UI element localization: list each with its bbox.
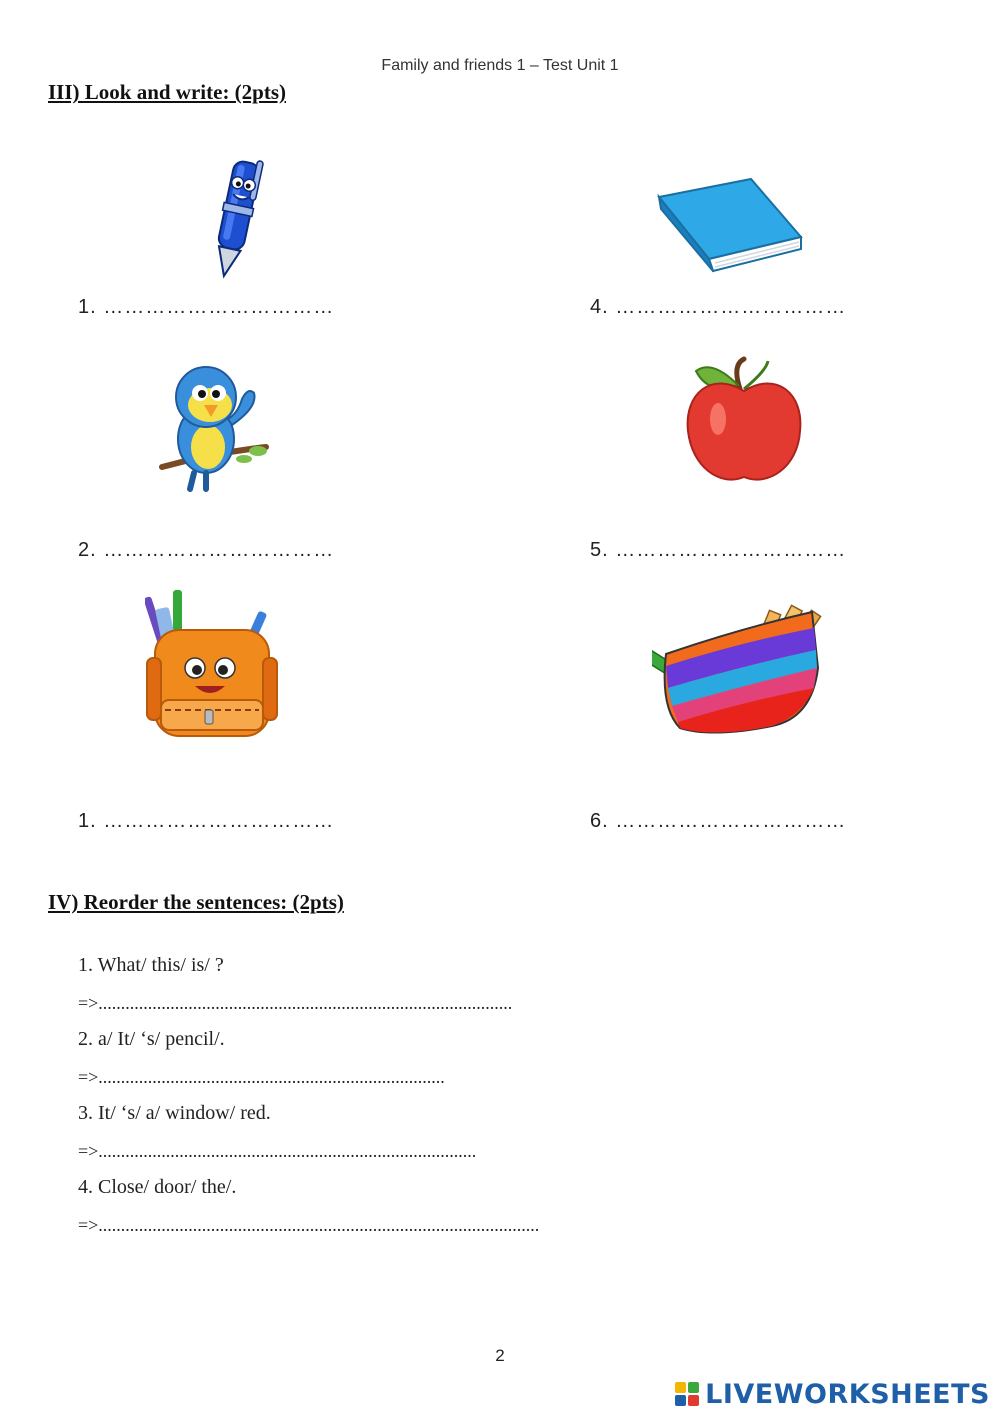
answer-line-4[interactable]: 4. …………………………… [590, 296, 847, 318]
pencil-case-icon [652, 598, 827, 743]
answer-field-2[interactable]: =>............................................................................. [78, 1067, 445, 1087]
question-1: 1. What/ this/ is/ ? [78, 954, 224, 976]
answer-field-1[interactable]: =>............................................................................................ [78, 993, 513, 1013]
school-bag-icon [145, 588, 280, 743]
page-number: 2 [495, 1346, 505, 1365]
section-3-title: III) Look and write: (2pts) [48, 80, 287, 104]
header-title: Family and friends 1 – Test Unit 1 [381, 57, 619, 74]
bird-icon [158, 355, 273, 497]
liveworksheets-logo [675, 1374, 990, 1414]
section-4-title: IV) Reorder the sentences: (2pts) [48, 890, 344, 914]
book-icon [655, 175, 805, 275]
answer-line-5[interactable]: 5. …………………………… [590, 539, 847, 561]
question-2: 2. a/ It/ ‘s/ pencil/. [78, 1028, 225, 1050]
apple-icon [682, 355, 807, 490]
answer-line-6[interactable]: 6. …………………………… [590, 810, 847, 832]
answer-field-4[interactable]: =>.................................................................................................. [78, 1215, 540, 1235]
answer-line-1[interactable]: 1. …………………………… [78, 296, 335, 318]
brand-name: LIVEWORKSHEETS [705, 1378, 990, 1410]
pen-icon [195, 155, 275, 283]
answer-line-2[interactable]: 2. …………………………… [78, 539, 335, 561]
liveworksheets-logo-icon [675, 1382, 699, 1406]
question-4: 4. Close/ door/ the/. [78, 1176, 237, 1198]
answer-field-3[interactable]: =>.................................................................................... [78, 1141, 477, 1161]
question-3: 3. It/ ‘s/ a/ window/ red. [78, 1102, 271, 1124]
answer-line-3[interactable]: 1. …………………………… [78, 810, 335, 832]
